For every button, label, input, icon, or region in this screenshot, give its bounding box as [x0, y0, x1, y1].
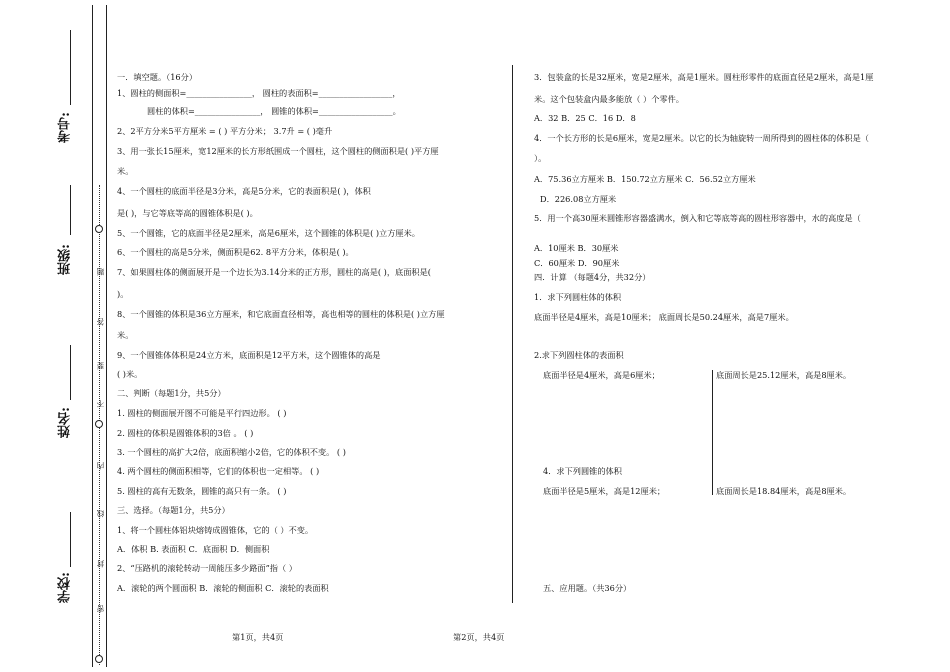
choice-1-options: A．体积 B. 表面积 C．底面积 D．侧面积 [117, 544, 270, 554]
choice-5: 5．用一个高30厘米圆锥形容器盛满水，倒入和它等底等高的圆柱形容器中，水的高度是（ [534, 213, 861, 223]
q8-cont: 米。 [117, 330, 134, 340]
cut-word-3: 要 [96, 362, 105, 370]
exam-no-underline [70, 30, 71, 105]
choice-3-cont: 米。这个包装盒内最多能放（ ）个零件。 [534, 94, 684, 104]
calc-2-heading: 2.求下列圆柱体的表面积 [534, 350, 624, 360]
cut-word-5: 内 [96, 462, 105, 470]
binding-inner-line [106, 5, 107, 667]
cut-word-2: 答 [96, 318, 105, 326]
name-underline [70, 345, 71, 400]
q3-cont: 米。 [117, 166, 134, 176]
cut-word-1: 题 [96, 268, 105, 276]
binding-hole-1 [95, 225, 103, 233]
calc-2-item-b: 底面周长是25.12厘米，高是8厘米。 [716, 370, 852, 380]
judge-3: 3. 一个圆柱的高扩大2倍，底面积缩小2倍，它的体积不变。 ( ) [117, 447, 346, 457]
q4-cont: 是( )，与它等底等高的圆锥体积是( )。 [117, 208, 258, 218]
calc-4-heading: 4．求下列圆锥的体积 [543, 466, 622, 476]
calc-divider [712, 370, 713, 495]
class-underline [70, 185, 71, 235]
cut-word-6: 线 [96, 510, 105, 518]
column-divider [512, 65, 513, 603]
q2: 2、2平方分米5平方厘米 = ( ) 平方分米； 3.7升 = ( )毫升 [117, 126, 333, 136]
q8: 8、一个圆锥的体积是36立方厘米，和它底面直径相等，高也相等的圆柱的体积是( )立方厘 [117, 309, 445, 319]
judge-2: 2. 圆柱的体积是圆锥体积的3倍 。 ( ) [117, 428, 254, 438]
binding-outer-line [92, 5, 93, 667]
section-4-heading: 四．计算 （每题4分，共32分） [534, 272, 651, 282]
q1-line2: 圆柱的体积=________________， 圆锥的体积=__________________。 [147, 106, 401, 116]
choice-4-cont: ）。 [534, 153, 547, 163]
page-number-2: 第2页，共4页 [453, 632, 505, 642]
section-2-heading: 二、判断（每题1分，共5分） [117, 388, 226, 398]
cut-word-4: 不 [96, 400, 105, 408]
judge-1: 1. 圆柱的侧面展开图不可能是平行四边形。 ( ) [117, 408, 287, 418]
exam-no-label: 考号: [58, 112, 73, 143]
q5: 5、一个圆锥，它的底面半径是2厘米，高是6厘米，这个圆锥的体积是( )立方厘米。 [117, 228, 420, 238]
judge-5: 5. 圆柱的高有无数条，圆锥的高只有一条。 ( ) [117, 486, 287, 496]
q6: 6、一个圆柱的高是5分米，侧面积是62. 8平方分米，体积是( )。 [117, 247, 354, 257]
calc-4-item-a: 底面半径是5厘米，高是12厘米； [543, 486, 666, 496]
choice-4-option-d: D．226.08立方厘米 [540, 194, 617, 204]
choice-2-options: A．滚轮的两个圆面积 B．滚轮的侧面积 C．滚轮的表面积 [117, 583, 329, 593]
judge-4: 4. 两个圆柱的侧面积相等，它们的体积也一定相等。 ( ) [117, 466, 320, 476]
choice-5-options-ab: A．10厘米 B．30厘米 [534, 243, 619, 253]
q4: 4、一个圆柱的底面半径是3分米，高是5分米，它的表面积是( )，体积 [117, 186, 371, 196]
q9-cont: ( )米。 [117, 369, 143, 379]
choice-4: 4．一个长方形的长是6厘米，宽是2厘米。以它的长为轴旋转一周所得到的圆柱体的体积是（ [534, 133, 869, 143]
section-1-heading: 一．填空题。（16分） [117, 72, 198, 82]
q7: 7、如果圆柱体的侧面展开是一个边长为3.14分米的正方形，圆柱的高是( )，底面积是( [117, 267, 432, 277]
cut-word-8: 密 [96, 605, 105, 613]
cut-word-7: 封 [96, 560, 105, 568]
name-label: 姓名: [58, 407, 73, 438]
class-label: 班级: [58, 244, 73, 275]
section-3-heading: 三、选择。（每题1分，共5分） [117, 505, 230, 515]
choice-2: 2、“压路机的滚轮转动一周能压多少路面”指（ ） [117, 563, 297, 573]
choice-4-options-abc: A．75.36立方厘米 B．150.72立方厘米 C．56.52立方厘米 [534, 174, 756, 184]
binding-hole-3 [95, 655, 103, 663]
calc-4-item-b: 底面周长是18.84厘米，高是8厘米。 [716, 486, 852, 496]
q1-line1: 1、圆柱的侧面积=________________， 圆柱的表面积=__________________， [117, 88, 401, 98]
q7-cont: )。 [117, 289, 129, 299]
school-underline [70, 512, 71, 567]
choice-5-options-cd: C．60厘米 D．90厘米 [534, 258, 620, 268]
choice-3-options: A．32 B．25 C．16 D．8 [534, 113, 636, 123]
school-label: 学校: [58, 572, 73, 603]
choice-3: 3．包装盒的长是32厘米，宽是2厘米，高是1厘米。圆柱形零件的底面直径是2厘米，高是1厘 [534, 72, 874, 82]
calc-1-heading: 1．求下列圆柱体的体积 [534, 292, 622, 302]
q9: 9、一个圆锥体体积是24立方米，底面积是12平方米，这个圆锥体的高是 [117, 350, 381, 360]
choice-1: 1、将一个圆柱体铝块熔铸成圆锥体，它的（ ）不变。 [117, 525, 314, 535]
calc-1-items: 底面半径是4厘米，高是10厘米； 底面周长是50.24厘米，高是7厘米。 [534, 312, 794, 322]
page-number-1: 第1页，共4页 [232, 632, 284, 642]
binding-hole-2 [95, 420, 103, 428]
section-5-heading: 五、应用题。（共36分） [543, 583, 632, 593]
q3: 3、用一张长15厘米，宽12厘米的长方形纸围成一个圆柱，这个圆柱的侧面积是( )平方厘 [117, 146, 439, 156]
calc-2-item-a: 底面半径是4厘米，高是6厘米； [543, 370, 660, 380]
